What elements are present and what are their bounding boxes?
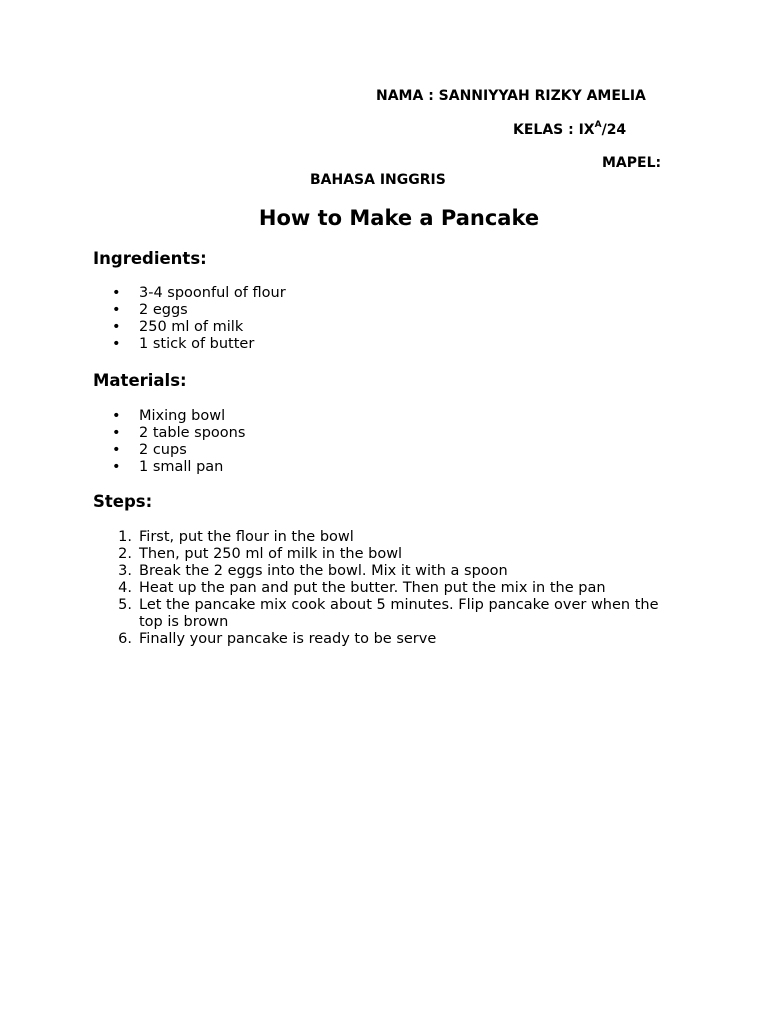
list-item (0, 425, 679, 442)
list-item (0, 302, 679, 319)
step-text: Finally your pancake is ready to be serve (139, 631, 437, 647)
bullet-icon: • (112, 408, 121, 424)
subject-value: BAHASA INGGRIS (310, 172, 446, 188)
student-name: NAMA : SANNIYYAH RIZKY AMELIA (376, 88, 646, 104)
list-item-text: 1 stick of butter (139, 336, 255, 352)
bullet-icon: • (112, 302, 121, 318)
list-item-text: 2 table spoons (139, 425, 246, 441)
step-item (0, 580, 679, 597)
ingredients-list (0, 285, 679, 353)
step-item (0, 546, 679, 563)
step-item (0, 631, 679, 648)
list-item-text: 2 cups (139, 442, 187, 458)
steps-heading: Steps: (93, 492, 153, 511)
class-suffix: /24 (601, 122, 627, 138)
step-number: 3. (118, 563, 132, 579)
list-item-text: 1 small pan (139, 459, 224, 475)
step-number: 2. (118, 546, 132, 562)
subject-label: MAPEL: (602, 155, 662, 171)
list-item (0, 285, 679, 302)
list-item-text: 250 ml of milk (139, 319, 244, 335)
steps-list (0, 529, 679, 648)
document-title: How to Make a Pancake (258, 206, 540, 230)
step-item (0, 563, 679, 580)
list-item (0, 442, 679, 459)
step-number: 4. (118, 580, 132, 596)
bullet-icon: • (112, 425, 121, 441)
step-text: Heat up the pan and put the butter. Then put the mix in the pan (139, 580, 606, 596)
step-number: 6. (118, 631, 132, 647)
step-text: Break the 2 eggs into the bowl. Mix it with a spoon (139, 563, 508, 579)
step-number: 1. (118, 529, 132, 545)
list-item-text: 2 eggs (139, 302, 188, 318)
list-item (0, 459, 679, 476)
step-text: Then, put 250 ml of milk in the bowl (139, 546, 403, 562)
bullet-icon: • (112, 285, 121, 301)
step-item (0, 597, 679, 631)
bullet-icon: • (112, 459, 121, 475)
list-item (0, 319, 679, 336)
list-item-text: Mixing bowl (139, 408, 226, 424)
list-item-text: 3-4 spoonful of flour (139, 285, 286, 301)
class-superscript: A (594, 120, 602, 131)
bullet-icon: • (112, 319, 121, 335)
list-item (0, 408, 679, 425)
student-class (513, 122, 626, 139)
materials-heading: Materials: (93, 371, 187, 390)
step-text: Let the pancake mix cook about 5 minutes. Flip pancake over when the top is brown (139, 597, 659, 630)
class-prefix: KELAS : IX (513, 122, 595, 138)
step-text: First, put the flour in the bowl (139, 529, 354, 545)
bullet-icon: • (112, 336, 121, 352)
materials-list (0, 408, 679, 476)
ingredients-heading: Ingredients: (93, 249, 207, 268)
step-number: 5. (118, 597, 132, 613)
bullet-icon: • (112, 442, 121, 458)
step-item (0, 529, 679, 546)
list-item (0, 336, 679, 353)
